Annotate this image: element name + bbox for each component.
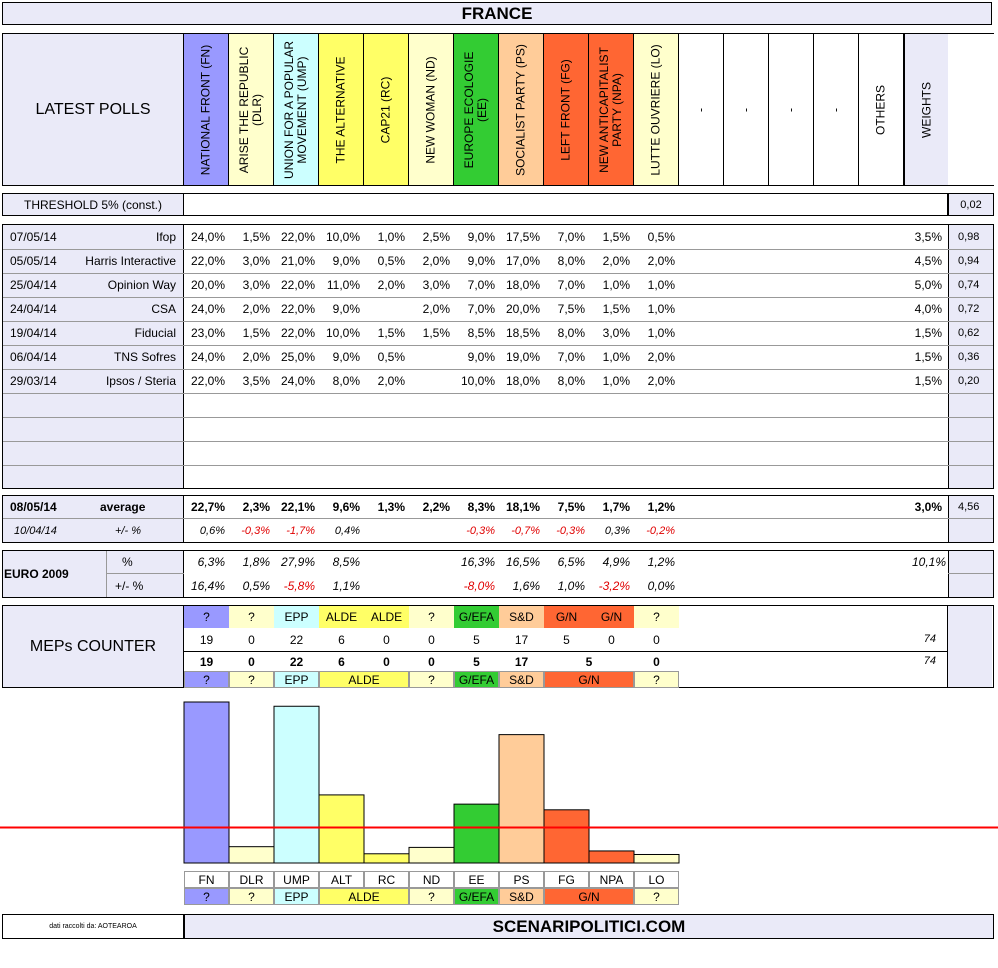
euro2009-diff: 0,5% (242, 579, 270, 593)
average-value: 18,1% (505, 500, 540, 514)
poll-institute: TNS Sofres (113, 350, 176, 364)
poll-date: 05/05/14 (10, 254, 57, 268)
poll-value: 1,0% (647, 302, 675, 316)
euro2009-diff: 1,6% (512, 579, 540, 593)
euro2009-value: 16,5% (505, 555, 540, 569)
poll-value: 20,0% (505, 302, 540, 316)
meps-label: MEPs COUNTER (29, 637, 157, 655)
party-header-4 (364, 34, 409, 185)
average-prev-date: 10/04/14 (14, 525, 57, 537)
poll-value: 7,0% (557, 350, 585, 364)
average-diff: -0,3% (241, 525, 270, 537)
party-header-10 (634, 34, 679, 185)
poll-value: 10,0% (325, 326, 360, 340)
party-header-label: - (783, 107, 798, 112)
poll-others: 4,0% (914, 302, 942, 316)
poll-row-divider (3, 273, 993, 274)
poll-row-divider (3, 321, 993, 322)
poll-institute: Fiducial (134, 326, 176, 340)
poll-row-divider (3, 441, 993, 442)
average-diff: 0,3% (604, 525, 630, 537)
poll-value: 1,0% (602, 278, 630, 292)
party-header-12 (724, 34, 769, 185)
meps-seat: 19 (199, 633, 214, 647)
meps-group-bottom: ALDE (319, 671, 409, 688)
euro2009-value: 4,9% (602, 555, 630, 569)
poll-value: 3,0% (242, 254, 270, 268)
poll-value: 1,5% (377, 326, 405, 340)
meps-group-top: S&D (499, 606, 544, 628)
meps-merged-seat: 5 (473, 655, 480, 669)
average-diff: 0,4% (334, 525, 360, 537)
meps-total: 74 (923, 633, 936, 645)
footer-site: SCENARIPOLITICI.COM (492, 916, 686, 936)
poll-weight: 0,98 (958, 231, 980, 243)
party-header-label: - (693, 107, 708, 112)
poll-weight: 0,62 (958, 327, 980, 339)
poll-value: 10,0% (325, 230, 360, 244)
poll-value: 9,0% (332, 350, 360, 364)
euro2009-value: 1,2% (647, 555, 675, 569)
average-diff: -1,7% (286, 525, 315, 537)
meps-group-bottom: G/EFA (454, 671, 499, 688)
average-value: 22,7% (190, 500, 225, 514)
party-header-11 (679, 34, 724, 185)
poll-weight: 0,74 (958, 279, 980, 291)
average-diff: -0,3% (556, 525, 585, 537)
average-value: 8,3% (467, 500, 495, 514)
average-value: 2,3% (242, 500, 270, 514)
party-header-label: ARISE THE REPUBLIC (DLR) (237, 46, 264, 173)
poll-value: 9,0% (467, 350, 495, 364)
meps-merged-seat: 19 (199, 655, 214, 669)
chart-group-label: ? (634, 888, 679, 905)
chart-category-label: EE (454, 871, 499, 888)
meps-group-bottom: G/N (544, 671, 634, 688)
poll-value: 1,5% (242, 230, 270, 244)
meps-seat: 0 (608, 633, 615, 647)
title-bar (2, 2, 992, 25)
poll-value: 3,0% (422, 278, 450, 292)
latest-polls-header (2, 33, 184, 186)
poll-value: 9,0% (467, 230, 495, 244)
meps-merged-seat: 0 (248, 655, 255, 669)
poll-weight: 0,20 (958, 375, 980, 387)
poll-value: 8,0% (557, 326, 585, 340)
meps-merged-seat: 0 (653, 655, 660, 669)
meps-merged-seat: 0 (428, 655, 435, 669)
poll-value: 2,0% (242, 350, 270, 364)
poll-value: 2,0% (647, 374, 675, 388)
poll-date: 07/05/14 (10, 230, 57, 244)
poll-value: 7,0% (557, 230, 585, 244)
poll-date: 24/04/14 (10, 302, 57, 316)
meps-group-bottom: S&D (499, 671, 544, 688)
chart-category-label: RC (364, 871, 409, 888)
average-value: 1,7% (602, 500, 630, 514)
poll-value: 18,0% (505, 374, 540, 388)
chart-category-label: DLR (229, 871, 274, 888)
poll-value: 2,0% (647, 350, 675, 364)
threshold-label: THRESHOLD 5% (const.) (23, 197, 163, 212)
meps-seat: 0 (653, 633, 660, 647)
poll-value: 1,0% (602, 350, 630, 364)
bar-ps (499, 735, 544, 863)
poll-value: 2,0% (422, 254, 450, 268)
poll-institute: Ipsos / Steria (105, 374, 176, 388)
poll-value: 17,0% (505, 254, 540, 268)
threshold-weight: 0,02 (960, 198, 982, 211)
party-header-label: LUTTE OUVRIERE (LO) (648, 43, 663, 176)
chart-group-label: ? (229, 888, 274, 905)
meps-seat: 22 (289, 633, 304, 647)
poll-institute: Ifop (155, 230, 176, 244)
average-diff: -0,3% (466, 525, 495, 537)
bar-dlr (229, 847, 274, 863)
chart-category-label: ND (409, 871, 454, 888)
poll-weight: 0,94 (958, 255, 980, 267)
poll-value: 2,0% (242, 302, 270, 316)
euro2009-value: 8,5% (332, 555, 360, 569)
meps-merged-seat: 6 (338, 655, 345, 669)
euro2009-pct-label: % (122, 555, 133, 569)
chart-group-label: EPP (274, 888, 319, 905)
euro2009-diff: 1,1% (332, 579, 360, 593)
poll-value: 21,0% (280, 254, 315, 268)
poll-value: 8,0% (557, 374, 585, 388)
chart-group-label: ? (184, 888, 229, 905)
poll-value: 24,0% (190, 302, 225, 316)
poll-value: 1,5% (422, 326, 450, 340)
euro2009-diff: 16,4% (190, 579, 225, 593)
euro2009-value: 6,5% (557, 555, 585, 569)
meps-merged-seat: 0 (383, 655, 390, 669)
party-header-3 (319, 34, 364, 185)
poll-value: 2,0% (422, 302, 450, 316)
euro2009-label: EURO 2009 (4, 567, 69, 581)
meps-seat: 6 (338, 633, 345, 647)
average-value: 9,6% (332, 500, 360, 514)
meps-group-top: G/EFA (454, 606, 499, 628)
bar-ee (454, 804, 499, 863)
poll-value: 22,0% (280, 278, 315, 292)
poll-weight: 0,72 (958, 303, 980, 315)
party-header-6 (454, 34, 499, 185)
footer-source-cell (2, 914, 184, 939)
poll-value: 18,0% (505, 278, 540, 292)
poll-value: 22,0% (190, 254, 225, 268)
meps-seat: 17 (514, 633, 529, 647)
party-header-label: CAP21 (RC) (378, 76, 393, 143)
poll-others: 5,0% (914, 278, 942, 292)
poll-value: 11,0% (326, 278, 360, 292)
chart-category-label: FG (544, 871, 589, 888)
poll-institute: Harris Interactive (85, 254, 176, 268)
poll-row-divider (3, 297, 993, 298)
bar-lo (634, 854, 679, 863)
poll-value: 9,0% (467, 254, 495, 268)
poll-value: 7,0% (467, 278, 495, 292)
poll-value: 7,0% (467, 302, 495, 316)
poll-value: 24,0% (280, 374, 315, 388)
party-header-label: THE ALTERNATIVE (333, 56, 348, 163)
poll-value: 23,0% (190, 326, 225, 340)
meps-merged-total: 74 (923, 655, 936, 667)
poll-row-divider (3, 249, 993, 250)
average-value: 22,1% (280, 500, 315, 514)
poll-value: 9,0% (332, 302, 360, 316)
threshold-row (184, 193, 948, 216)
euro2009-diff: -8,0% (463, 579, 495, 593)
meps-group-top: ? (184, 606, 229, 628)
average-value: 1,3% (377, 500, 405, 514)
meps-group-bottom: EPP (274, 671, 319, 688)
page-title: FRANCE (461, 3, 533, 23)
poll-value: 1,0% (377, 230, 405, 244)
meps-group-top: ALDE (319, 606, 364, 628)
bar-rc (364, 854, 409, 863)
chart-category-label: PS (499, 871, 544, 888)
poll-row-divider (3, 417, 993, 418)
meps-seat: 5 (563, 633, 570, 647)
poll-institute: CSA (151, 302, 176, 316)
poll-value: 10,0% (460, 374, 495, 388)
average-diff-label: +/- % (115, 525, 141, 537)
poll-value: 0,5% (647, 230, 675, 244)
poll-value: 1,5% (602, 302, 630, 316)
poll-value: 8,0% (557, 254, 585, 268)
party-header-16 (904, 34, 948, 185)
poll-value: 19,0% (505, 350, 540, 364)
bar-alt (319, 795, 364, 863)
poll-value: 1,0% (647, 326, 675, 340)
poll-value: 8,5% (467, 326, 495, 340)
poll-value: 2,0% (377, 278, 405, 292)
average-date: 08/05/14 (10, 500, 57, 514)
chart-group-label: G/EFA (454, 888, 499, 905)
euro2009-diff: 0,0% (647, 579, 675, 593)
threshold-label-cell (2, 193, 184, 216)
poll-value: 2,0% (647, 254, 675, 268)
euro2009-block (2, 550, 994, 598)
party-header-label: NATIONAL FRONT (FN) (198, 44, 213, 175)
meps-group-top: G/N (544, 606, 589, 628)
party-header-2 (274, 34, 319, 185)
meps-group-top: EPP (274, 606, 319, 628)
average-others: 3,0% (914, 500, 942, 514)
footer-source: dati raccolti da: AOTEAROA (49, 923, 137, 930)
party-header-label: LEFT FRONT (FG) (558, 58, 573, 161)
chart-group-label: ? (409, 888, 454, 905)
poll-value: 24,0% (190, 350, 225, 364)
latest-polls-label: LATEST POLLS (35, 100, 151, 118)
poll-value: 18,5% (505, 326, 540, 340)
meps-group-top: ALDE (364, 606, 409, 628)
meps-label-cell (2, 605, 184, 688)
meps-seat: 0 (248, 633, 255, 647)
euro2009-value: 6,3% (197, 555, 225, 569)
poll-value: 25,0% (280, 350, 315, 364)
footer-site-cell (184, 914, 994, 939)
poll-value: 17,5% (505, 230, 540, 244)
poll-weight: 0,36 (958, 351, 980, 363)
meps-seat: 5 (473, 633, 480, 647)
meps-group-top: ? (634, 606, 679, 628)
chart-category-label: NPA (589, 871, 634, 888)
party-header-label: - (828, 107, 843, 112)
party-header-9 (589, 34, 634, 185)
poll-others: 3,5% (914, 230, 942, 244)
average-block (2, 495, 994, 543)
poll-value: 2,5% (422, 230, 450, 244)
party-header-13 (769, 34, 814, 185)
bar-nd (409, 847, 454, 863)
meps-group-top: G/N (589, 606, 634, 628)
bar-fn (184, 702, 229, 863)
poll-value: 22,0% (280, 302, 315, 316)
meps-merged-seat: 22 (289, 655, 304, 669)
party-header-label: EUROPE ECOLOGIE (EE) (462, 51, 489, 168)
average-label: average (100, 500, 146, 514)
poll-value: 3,0% (602, 326, 630, 340)
poll-date: 19/04/14 (10, 326, 57, 340)
poll-value: 3,5% (242, 374, 270, 388)
party-header-15 (859, 34, 904, 185)
poll-row-divider (3, 465, 993, 466)
party-header-5 (409, 34, 454, 185)
euro2009-value: 27,9% (280, 555, 315, 569)
euro2009-others: 10,1% (911, 555, 946, 569)
meps-group-bottom: ? (229, 671, 274, 688)
poll-date: 06/04/14 (10, 350, 57, 364)
chart-group-label: ALDE (319, 888, 409, 905)
poll-value: 8,0% (332, 374, 360, 388)
poll-value: 0,5% (377, 254, 405, 268)
poll-date: 25/04/14 (10, 278, 57, 292)
party-header-label: SOCIALIST PARTY (PS) (513, 43, 528, 176)
poll-others: 4,5% (914, 254, 942, 268)
poll-value: 9,0% (332, 254, 360, 268)
euro2009-diff-label: +/- % (115, 579, 144, 593)
poll-value: 24,0% (190, 230, 225, 244)
meps-group-bottom: ? (634, 671, 679, 688)
party-header-7 (499, 34, 544, 185)
chart-category-label: LO (634, 871, 679, 888)
average-value: 2,2% (422, 500, 450, 514)
party-header-14 (814, 34, 859, 185)
threshold-weight-cell (948, 193, 994, 216)
average-diff: -0,2% (646, 525, 675, 537)
poll-value: 1,5% (602, 230, 630, 244)
poll-value: 2,0% (377, 374, 405, 388)
party-header-label: NEW WOMAN (ND) (423, 55, 438, 164)
poll-value: 2,0% (602, 254, 630, 268)
euro2009-value: 16,3% (460, 555, 495, 569)
meps-group-bottom: ? (409, 671, 454, 688)
poll-value: 1,0% (602, 374, 630, 388)
party-header-label: NEW ANTICAPITALIST PARTY (NPA) (597, 46, 624, 173)
party-header-label: UNION FOR A POPULAR MOVEMENT (UMP) (282, 40, 309, 179)
meps-seat: 0 (428, 633, 435, 647)
meps-group-top: ? (229, 606, 274, 628)
euro2009-value: 1,8% (242, 555, 270, 569)
party-header-label: - (738, 107, 753, 112)
poll-others: 1,5% (914, 326, 942, 340)
meps-group-bottom: ? (184, 671, 229, 688)
poll-row-divider (3, 369, 993, 370)
chart-category-label: FN (184, 871, 229, 888)
poll-value: 1,5% (242, 326, 270, 340)
poll-value: 22,0% (280, 326, 315, 340)
chart-category-label: UMP (274, 871, 319, 888)
average-value: 7,5% (557, 500, 585, 514)
average-diff: -0,7% (511, 525, 540, 537)
poll-value: 22,0% (280, 230, 315, 244)
meps-group-top: ? (409, 606, 454, 628)
poll-institute: Opinion Way (107, 278, 176, 292)
poll-value: 7,5% (557, 302, 585, 316)
average-value: 1,2% (647, 500, 675, 514)
poll-value: 22,0% (190, 374, 225, 388)
party-header-row (184, 33, 994, 186)
poll-value: 3,0% (242, 278, 270, 292)
poll-others: 1,5% (914, 374, 942, 388)
chart-group-label: G/N (544, 888, 634, 905)
poll-value: 7,0% (557, 278, 585, 292)
meps-seat: 0 (383, 633, 390, 647)
party-header-1 (229, 34, 274, 185)
poll-value: 0,5% (377, 350, 405, 364)
poll-value: 1,0% (647, 278, 675, 292)
poll-value: 20,0% (190, 278, 225, 292)
chart-group-label: S&D (499, 888, 544, 905)
poll-row-divider (3, 345, 993, 346)
bar-npa (589, 851, 634, 863)
euro2009-diff: 1,0% (557, 579, 585, 593)
party-header-0 (184, 34, 229, 185)
meps-merged-seat: 5 (585, 655, 593, 669)
poll-others: 1,5% (914, 350, 942, 364)
party-header-label: OTHERS (873, 84, 888, 135)
average-weight: 4,56 (958, 501, 980, 513)
bar-ump (274, 706, 319, 863)
poll-row-divider (3, 393, 993, 394)
bar-fg (544, 810, 589, 863)
meps-merged-seat: 17 (514, 655, 529, 669)
chart-category-label: ALT (319, 871, 364, 888)
poll-date: 29/03/14 (10, 374, 57, 388)
euro2009-diff: -5,8% (283, 579, 315, 593)
party-header-8 (544, 34, 589, 185)
euro2009-diff: -3,2% (598, 579, 630, 593)
average-diff: 0,6% (199, 525, 225, 537)
party-header-label: WEIGHTS (919, 81, 933, 138)
